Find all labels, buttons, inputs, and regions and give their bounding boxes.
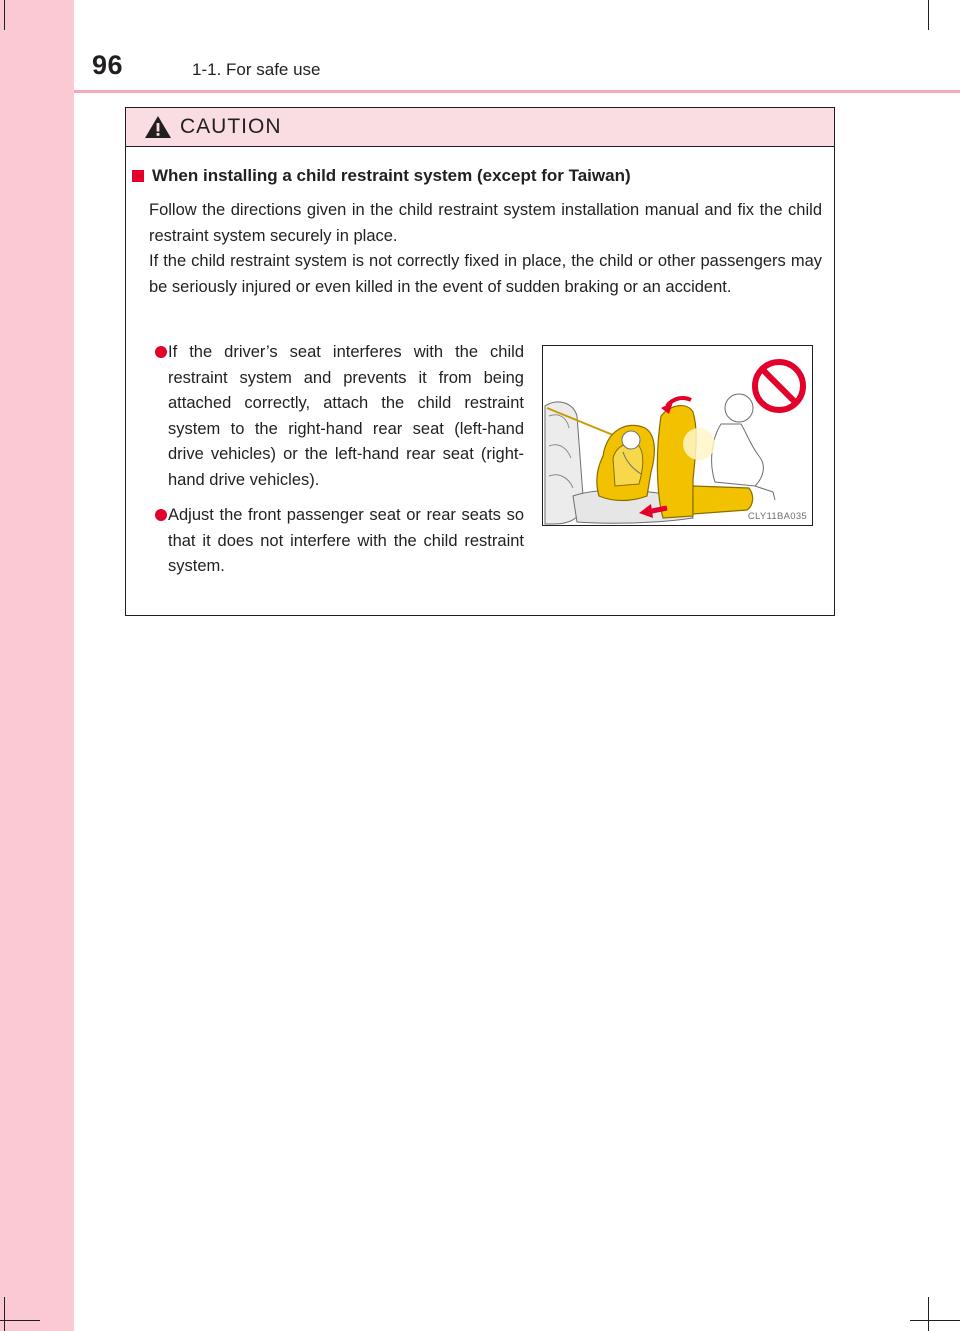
header-rule	[74, 90, 960, 93]
caution-heading-row	[132, 166, 824, 186]
caution-label: CAUTION	[180, 115, 282, 138]
crop-mark-bottom-right-v	[928, 1297, 929, 1331]
caution-paragraph-2: If the child restraint system is not correctly fixed in place, the child or other passengers may be seriously injured or even killed in the event of sudden braking or an accident.	[149, 252, 822, 296]
caution-box	[125, 107, 835, 616]
list-item	[138, 340, 524, 493]
child-seat-illustration-drawing	[543, 346, 813, 526]
illustration-code: CLY11BA035	[747, 511, 807, 522]
round-bullet-icon	[155, 346, 167, 358]
caution-heading: When installing a child restraint system (except for Taiwan)	[152, 166, 631, 185]
list-item	[138, 503, 524, 580]
page-number: 96	[92, 50, 124, 80]
bullet-text: Adjust the front passenger seat or rear seats so that it does not interfere with the child restraint system.	[168, 506, 524, 575]
warning-triangle-icon	[144, 115, 172, 139]
seat-interference-illustration	[542, 345, 813, 526]
crop-mark-bottom-right-h	[910, 1320, 960, 1321]
crop-mark-top-right	[928, 0, 929, 30]
caution-header	[126, 108, 834, 147]
section-title: 1-1. For safe use	[192, 60, 321, 79]
crop-mark-bottom-left-v	[4, 1297, 5, 1331]
round-bullet-icon	[155, 509, 167, 521]
crop-mark-bottom-left-h	[0, 1320, 40, 1321]
caution-bullet-list	[138, 340, 524, 590]
caution-paragraph-1: Follow the directions given in the child restraint system installation manual and fix the child restraint system securely in place.	[149, 201, 822, 245]
bullet-text: If the driver’s seat interferes with the child restraint system and prevents it from being attached correctly, attach the child restraint system to the right-hand rear seat (left-hand drive vehicles) or the left-hand rear seat (right-hand drive vehicles).	[168, 343, 524, 489]
square-bullet-icon	[132, 170, 144, 182]
side-color-band	[0, 0, 74, 1331]
crop-mark-top-left	[4, 0, 5, 30]
